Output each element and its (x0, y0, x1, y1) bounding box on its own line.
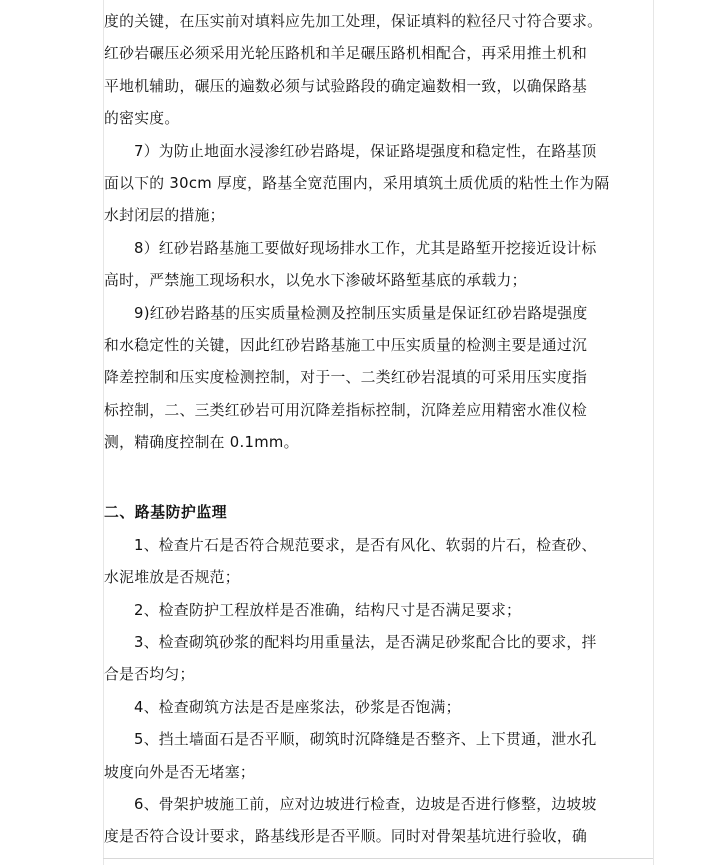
text-line: 的密实度。 (104, 110, 180, 128)
list-item-6 (104, 789, 644, 854)
text-line: 合是否均匀； (104, 666, 195, 684)
list-item-4 (104, 692, 644, 724)
text-line: 和水稳定性的关键，因此红砂岩路基施工中压实质量的检测主要是通过沉 (104, 336, 588, 354)
right-margin-guide (653, 0, 654, 865)
text-line: 降差控制和压实度检测控制，对于一、二类红砂岩混填的可采用压实度指 (104, 369, 588, 387)
list-item-5 (104, 724, 644, 789)
text-line: 高时，严禁施工现场积水，以免水下渗破坏路堑基底的承载力； (104, 272, 527, 290)
text-line: 红砂岩碾压必须采用光轮压路机和羊足碾压路机相配合，再采用推土机和 (104, 45, 588, 63)
text-line: 7）为防止地面水浸渗红砂岩路堤，保证路堤强度和稳定性，在路基顶 (134, 142, 597, 160)
paragraph-item-8 (104, 233, 644, 298)
paragraph-continuation (104, 6, 644, 136)
text-line: 5、挡土墙面石是否平顺，砌筑时沉降缝是否整齐、上下贯通，泄水孔 (134, 731, 597, 749)
list-item-1 (104, 530, 644, 595)
text-line: 标控制，二、三类红砂岩可用沉降差指标控制，沉降差应用精密水准仪检 (104, 401, 588, 419)
text-line: 8）红砂岩路基施工要做好现场排水工作，尤其是路堑开挖接近设计标 (134, 239, 597, 257)
list-item-2 (104, 595, 644, 627)
text-line: 2、检查防护工程放样是否准确，结构尺寸是否满足要求； (134, 601, 522, 619)
text-line: 度的关键，在压实前对填料应先加工处理，保证填料的粒径尺寸符合要求。 (104, 13, 603, 30)
text-line: 3、检查砌筑砂浆的配料均用重量法，是否满足砂浆配合比的要求，拌 (134, 634, 597, 652)
text-line: 面以下的 30cm 厚度，路基全宽范围内，采用填筑土质优质的粘性土作为隔 (104, 174, 610, 192)
page-bottom-rule (103, 858, 653, 859)
text-line: 9)红砂岩路基的压实质量检测及控制压实质量是保证红砂岩路堤强度 (134, 304, 588, 322)
text-line: 水封闭层的措施； (104, 207, 225, 225)
text-line: 测，精确度控制在 0.1mm。 (104, 434, 299, 452)
text-line: 水泥堆放是否规范； (104, 569, 240, 587)
section-heading: 二、路基防护监理 (104, 504, 228, 522)
text-line: 度是否符合设计要求，路基线形是否平顺。同时对骨架基坑进行验收，确 (104, 828, 588, 846)
text-line: 6、骨架护坡施工前，应对边坡进行检查，边坡是否进行修整，边坡坡 (134, 795, 597, 813)
paragraph-item-7 (104, 136, 644, 233)
document-body (104, 6, 644, 854)
paragraph-gap (104, 459, 644, 497)
paragraph-item-9 (104, 298, 644, 460)
text-line: 平地机辅助，碾压的遍数必须与试验路段的确定遍数相一致，以确保路基 (104, 77, 588, 95)
text-line: 1、检查片石是否符合规范要求，是否有风化、软弱的片石，检查砂、 (134, 536, 597, 554)
text-line: 4、检查砌筑方法是否是座浆法，砂浆是否饱满； (134, 698, 461, 716)
list-item-3 (104, 627, 644, 692)
text-line: 坡度向外是否无堵塞； (104, 763, 255, 781)
